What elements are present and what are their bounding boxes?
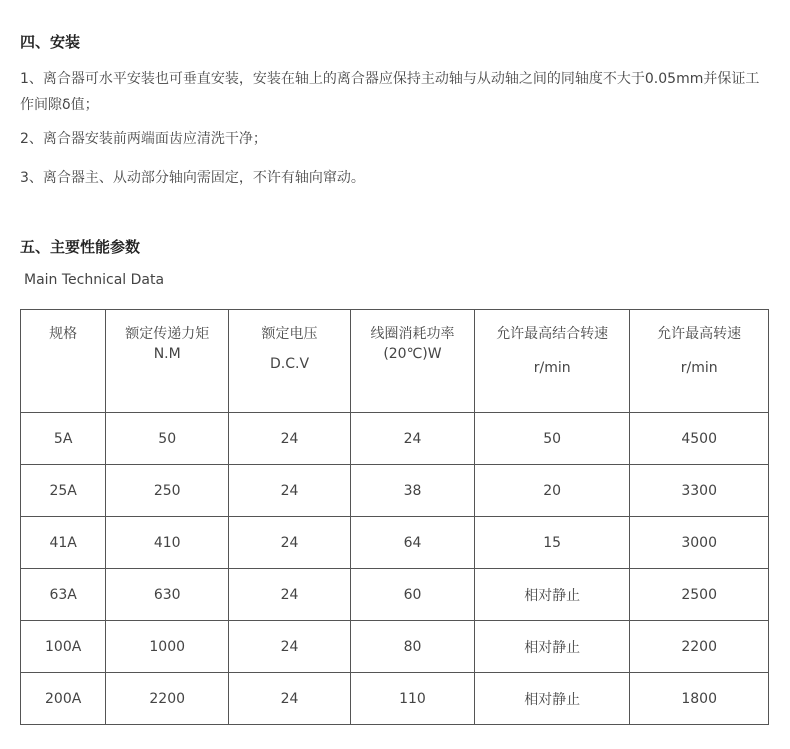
cell-spec: 41A (21, 517, 106, 569)
section-main-params-title: 五、主要性能参数 (20, 238, 141, 256)
cell-max-speed: 2200 (630, 621, 769, 673)
header-max-speed: 允许最高转速 r/min (630, 310, 769, 413)
cell-spec: 63A (21, 569, 106, 621)
cell-engage-speed: 相对静止 (475, 673, 630, 725)
cell-torque: 1000 (106, 621, 229, 673)
header-rated-torque: 额定传递力矩 N.M (106, 310, 229, 413)
cell-spec: 25A (21, 465, 106, 517)
cell-power: 24 (350, 413, 474, 465)
cell-voltage: 24 (229, 517, 351, 569)
table-row (21, 465, 769, 517)
cell-power: 64 (350, 517, 474, 569)
cell-voltage: 24 (229, 673, 351, 725)
cell-max-speed: 2500 (630, 569, 769, 621)
cell-torque: 250 (106, 465, 229, 517)
cell-voltage: 24 (229, 621, 351, 673)
cell-voltage: 24 (229, 413, 351, 465)
header-rated-voltage: 额定电压 D.C.V (229, 310, 351, 413)
header-spec: 规格 (21, 310, 106, 413)
cell-engage-speed: 20 (475, 465, 630, 517)
cell-torque: 410 (106, 517, 229, 569)
main-technical-data-subtitle: Main Technical Data (24, 272, 165, 288)
cell-max-speed: 1800 (630, 673, 769, 725)
installation-item-1: 1、离合器可水平安装也可垂直安装，安装在轴上的离合器应保持主动轴与从动轴之间的同轴度不大于0.05mm并保证工作间隙δ值； (20, 71, 760, 113)
cell-max-speed: 3300 (630, 465, 769, 517)
cell-power: 110 (350, 673, 474, 725)
cell-engage-speed: 50 (475, 413, 630, 465)
cell-engage-speed: 15 (475, 517, 630, 569)
section-installation-title: 四、安装 (20, 33, 81, 51)
cell-torque: 630 (106, 569, 229, 621)
cell-power: 38 (350, 465, 474, 517)
technical-data-table (20, 309, 769, 725)
header-coil-power: 线圈消耗功率 (20℃)W (350, 310, 474, 413)
table-row (21, 621, 769, 673)
cell-torque: 50 (106, 413, 229, 465)
cell-engage-speed: 相对静止 (475, 621, 630, 673)
cell-voltage: 24 (229, 465, 351, 517)
installation-item-2: 2、离合器安装前两端面齿应清洗干净； (20, 131, 267, 147)
cell-voltage: 24 (229, 569, 351, 621)
cell-torque: 2200 (106, 673, 229, 725)
cell-spec: 200A (21, 673, 106, 725)
cell-max-speed: 4500 (630, 413, 769, 465)
cell-power: 80 (350, 621, 474, 673)
table-row (21, 673, 769, 725)
cell-max-speed: 3000 (630, 517, 769, 569)
cell-engage-speed: 相对静止 (475, 569, 630, 621)
installation-item-3: 3、离合器主、从动部分轴向需固定，不许有轴向窜动。 (20, 170, 365, 186)
header-max-engage-speed: 允许最高结合转速 r/min (475, 310, 630, 413)
cell-spec: 100A (21, 621, 106, 673)
cell-power: 60 (350, 569, 474, 621)
table-row (21, 517, 769, 569)
table-row (21, 413, 769, 465)
table-header-row (21, 310, 769, 413)
table-row (21, 569, 769, 621)
cell-spec: 5A (21, 413, 106, 465)
